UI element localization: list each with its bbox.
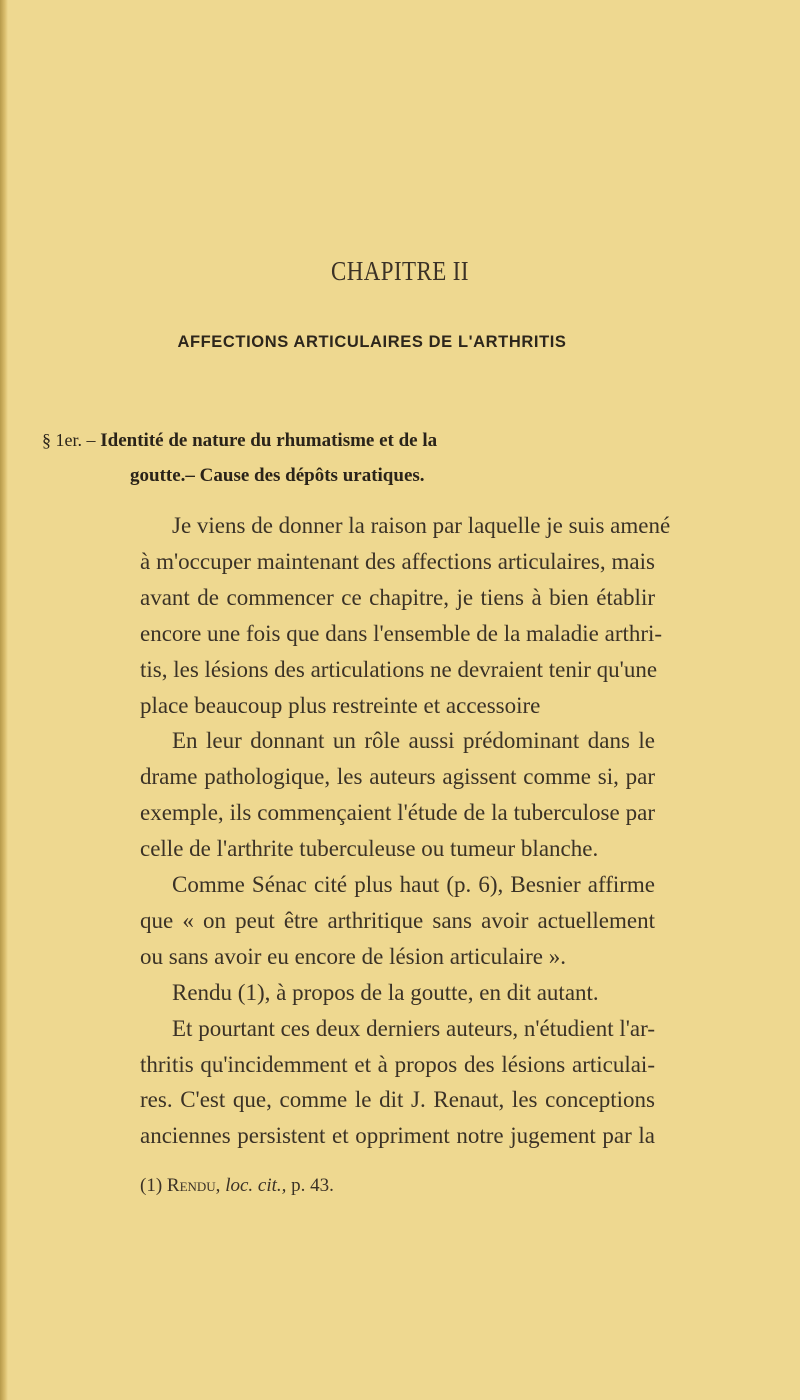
- text-line: Je viens de donner la raison par laquelle je suis amené: [172, 513, 671, 538]
- text-line: encore une fois que dans l'ensemble de la maladie arthri-: [140, 621, 663, 646]
- section-heading-text-1: Identité de nature du rhumatisme et de la: [100, 430, 438, 451]
- text-line: anciennes persistent et oppriment notre jugement par la: [140, 1123, 655, 1148]
- footnote-page: p. 43.: [291, 1175, 334, 1196]
- text-line: avant de commencer ce chapitre, je tiens à bien établir: [140, 585, 655, 610]
- text-line: En leur donnant un rôle aussi prédominant dans le: [172, 728, 655, 753]
- text-line: Comme Sénac cité plus haut (p. 6), Besnier affirme: [172, 872, 655, 897]
- text-line: Et pourtant ces deux derniers auteurs, n'étudient l'ar-: [172, 1016, 655, 1041]
- section-mark: § 1er. –: [42, 430, 96, 450]
- text-line: à m'occuper maintenant des affections articulaires, mais: [140, 549, 655, 574]
- text-line: que « on peut être arthritique sans avoir actuellement: [140, 908, 655, 933]
- footnote-number: (1): [140, 1175, 163, 1196]
- text-line: exemple, ils commençaient l'étude de la tuberculose par: [140, 800, 655, 825]
- text-line: tis, les lésions des articulations ne devraient tenir qu'une: [140, 657, 658, 682]
- text-line: place beaucoup plus restreinte et accessoire: [140, 693, 541, 718]
- page-binding-edge: [0, 0, 8, 1400]
- text-line: res. C'est que, comme le dit J. Renaut, les conceptions: [140, 1087, 655, 1112]
- section-heading-line-2: goutte.– Cause des dépôts uratiques.: [130, 465, 425, 486]
- text-line: thritis qu'incidemment et à propos des lésions articulai-: [140, 1052, 655, 1077]
- chapter-subtitle: AFFECTIONS ARTICULAIRES DE L'ARTHRITIS: [177, 333, 567, 351]
- text-line: celle de l'arthrite tuberculeuse ou tumeur blanche.: [140, 836, 599, 861]
- footnote-author: Rendu,: [166, 1175, 221, 1196]
- text-line: drame pathologique, les auteurs agissent comme si, par: [140, 764, 655, 789]
- section-heading-line-1: [42, 428, 437, 453]
- text-line: ou sans avoir eu encore de lésion articulaire ».: [140, 944, 566, 969]
- chapter-title: CHAPITRE II: [331, 256, 469, 286]
- text-line: Rendu (1), à propos de la goutte, en dit autant.: [172, 980, 599, 1005]
- footnote-ref: loc. cit.,: [225, 1175, 287, 1196]
- footnote: [140, 1174, 334, 1198]
